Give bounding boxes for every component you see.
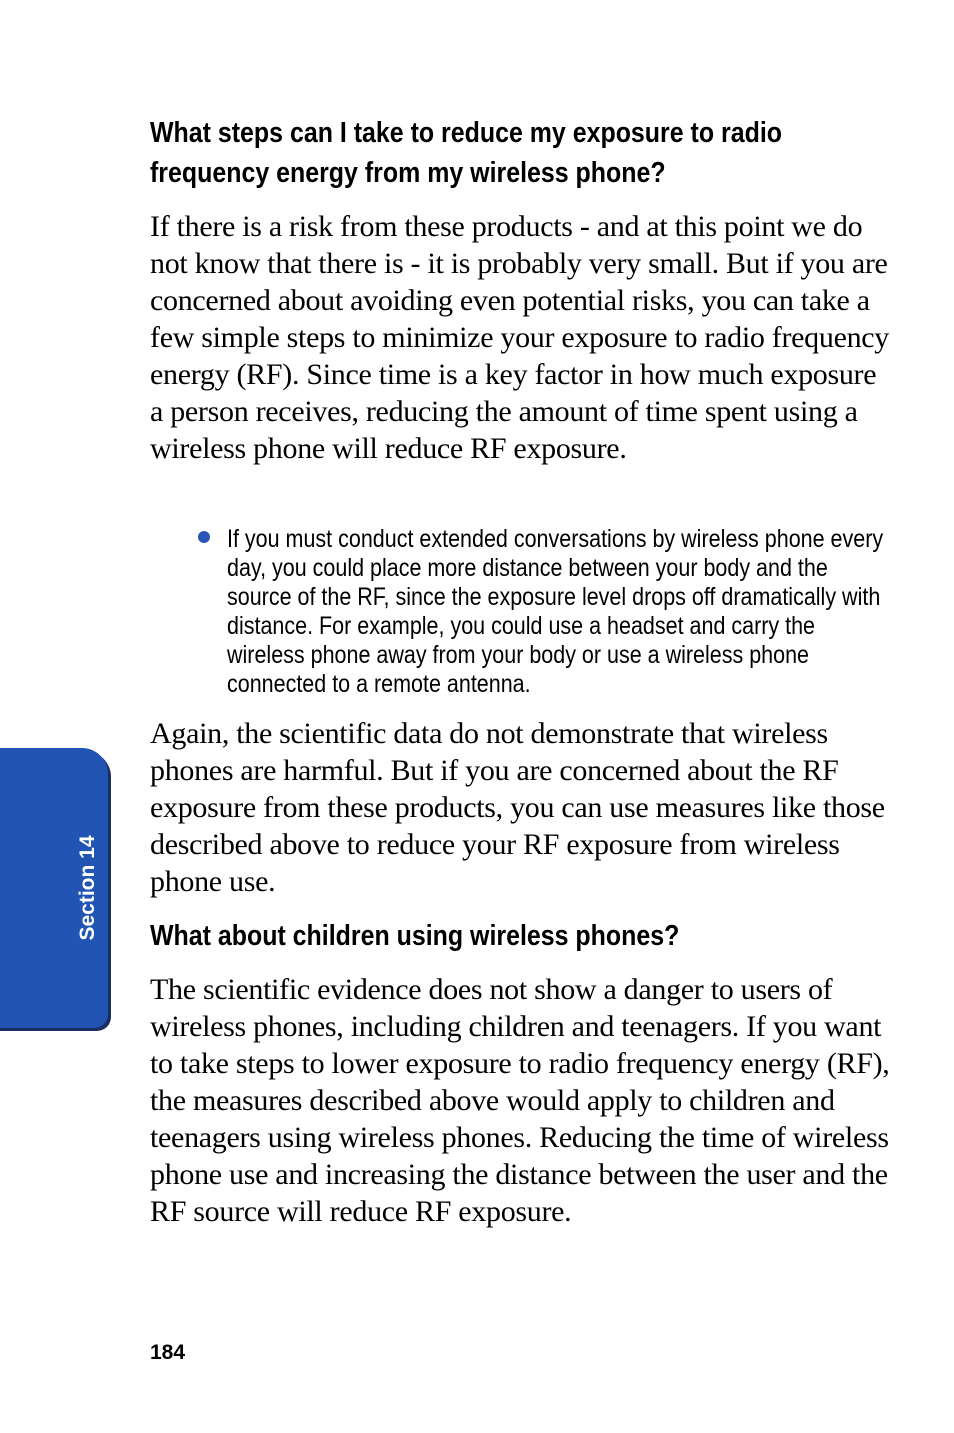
section-tab-label: Section 14 [76, 835, 99, 941]
paragraph-risk-intro: If there is a risk from these products - and at this point we do not know that there is - it is probably very small. But if you are concerned about avoiding even potential risks, you can take a few simple steps to minimize your exposure to radio frequency energy (RF). Since time is a key factor in how much exposure a person receives, reducing the amount of time spent using a wireless phone will reduce RF exposure. [150, 210, 889, 465]
heading-children: What about children using wireless phones? [150, 920, 680, 952]
bullet-text: If you must conduct extended conversations by wireless phone every day, you could place more distance between your body and the source of the RF, since the exposure level drops off dramatically with distance. For example, you could use a headset and carry the wireless phone away from your body or use a wireless phone connected to a remote antenna. [227, 525, 884, 698]
paragraph-children: The scientific evidence does not show a danger to users of wireless phones, including children and teenagers. If you want to take steps to lower exposure to radio frequency energy (RF), the measures described above would apply to children and teenagers using wireless phones. Reducing the time of wireless phone use and increasing the distance between the user and the RF source will reduce RF exposure. [150, 973, 890, 1228]
page-number: 184 [150, 1341, 186, 1364]
heading-reduce-exposure: What steps can I take to reduce my exposure to radio frequency energy from my wireless phone? [150, 117, 782, 189]
paragraph-scientific-data: Again, the scientific data do not demonstrate that wireless phones are harmful. But if you are concerned about the RF exposure from these products, you can use measures like those described above to reduce your RF exposure from wireless phone use. [150, 717, 885, 898]
bullet-dot-icon [198, 531, 210, 543]
